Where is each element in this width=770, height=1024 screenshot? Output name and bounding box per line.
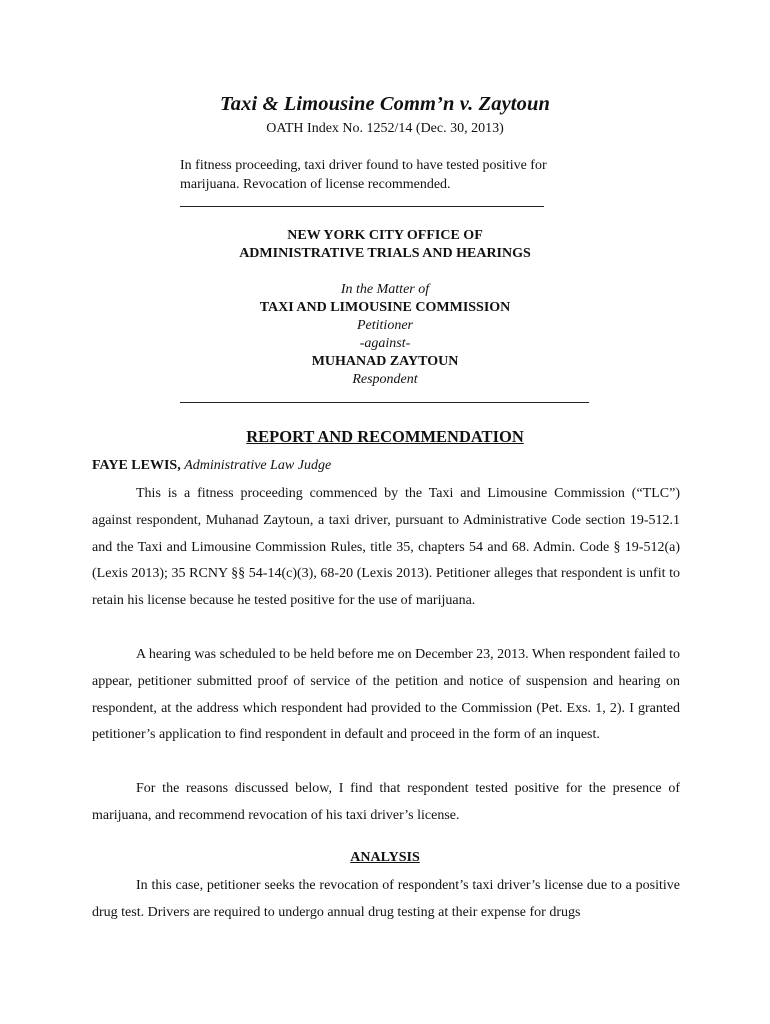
against-label: -against- bbox=[359, 336, 411, 351]
report-paragraph-2: A hearing was scheduled to be held before me on December 23, 2013. When respondent failed to appear, petitioner submitted proof of service of the petition and notice of suspension and hearing on respondent, at the address which respondent had provided to the Commission (Pet. Exs. 1, 2). I granted petitioner’s application to find respondent in default and proceed in the form of an inquest. bbox=[92, 647, 681, 743]
in-the-matter-of: In the Matter of bbox=[340, 282, 430, 297]
petitioner-label: Petitioner bbox=[357, 318, 413, 333]
respondent-label: Respondent bbox=[352, 372, 418, 387]
report-heading: REPORT AND RECOMMENDATION bbox=[246, 427, 524, 446]
divider-top bbox=[180, 206, 544, 207]
analysis-paragraph: In this case, petitioner seeks the revocation of respondent’s taxi driver’s license due to a positive drug test. Drivers are required to undergo annual drug testing at their expense for drugs bbox=[92, 878, 680, 920]
office-name-line1: NEW YORK CITY OFFICE OF bbox=[287, 228, 483, 243]
case-summary: In fitness proceeding, taxi driver found to have tested positive for marijuana. Revocation of license recommended. bbox=[180, 158, 547, 192]
case-title: Taxi & Limousine Comm’n v. Zaytoun bbox=[220, 93, 550, 115]
office-name-line2: ADMINISTRATIVE TRIALS AND HEARINGS bbox=[239, 246, 531, 261]
case-citation: OATH Index No. 1252/14 (Dec. 30, 2013) bbox=[266, 121, 504, 136]
divider-bottom bbox=[180, 402, 589, 403]
report-paragraph-1: This is a fitness proceeding commenced by the Taxi and Limousine Commission (“TLC”) against respondent, Muhanad Zaytoun, a taxi driver, pursuant to Administrative Code section 19-512.1 and the Taxi and Limousine Commission Rules, title 35, chapters 54 and 68. Admin. Code § 19-512(a) (Lexis 2013); 35 RCNY §§ 54-14(c)(3), 68-20 (Lexis 2013). Petitioner alleges that respondent is unfit to retain his license because he tested positive for the use of marijuana. bbox=[92, 486, 680, 609]
judge-line bbox=[92, 458, 331, 474]
analysis-heading: ANALYSIS bbox=[350, 850, 420, 865]
respondent-name: MUHANAD ZAYTOUN bbox=[311, 354, 459, 369]
judge-name: FAYE LEWIS, bbox=[92, 458, 181, 473]
judge-title: Administrative Law Judge bbox=[184, 458, 332, 473]
petitioner-name: TAXI AND LIMOUSINE COMMISSION bbox=[259, 300, 511, 315]
report-paragraph-3: For the reasons discussed below, I find that respondent tested positive for the presence of marijuana, and recommend revocation of his taxi driver’s license. bbox=[92, 781, 680, 823]
